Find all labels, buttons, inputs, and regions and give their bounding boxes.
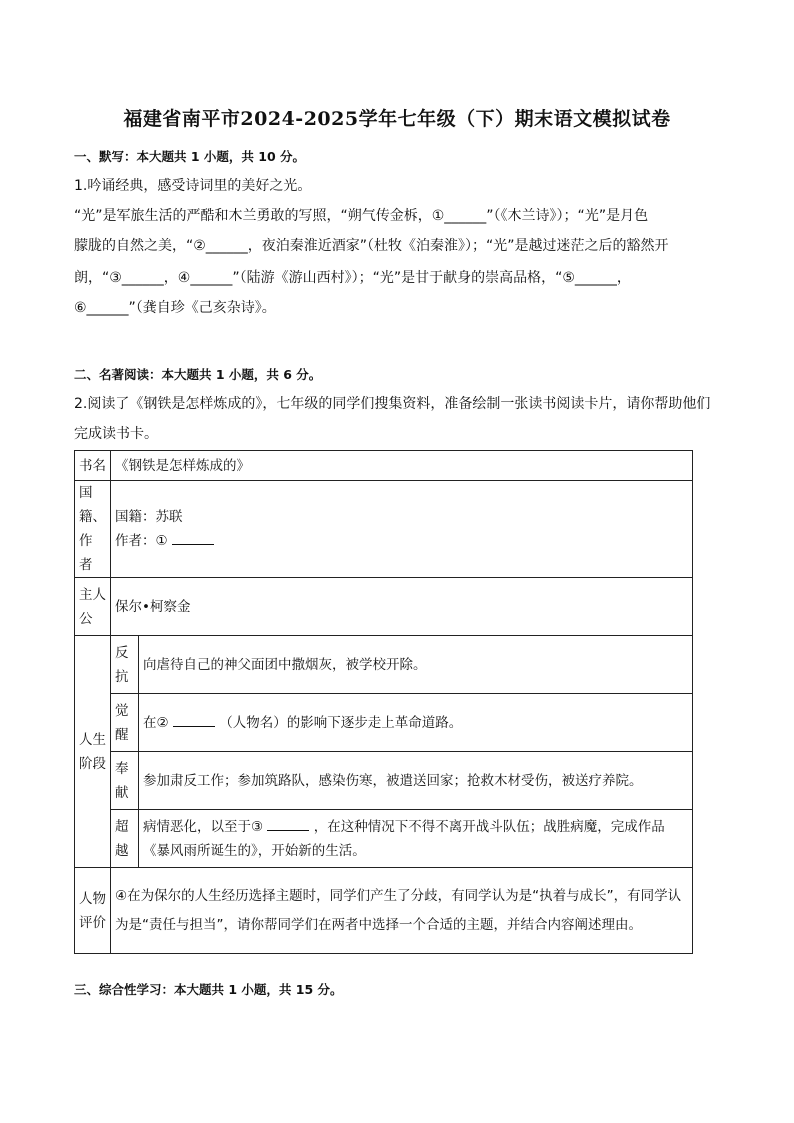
question-1-line-2: 朦胧的自然之美，“②______，夜泊秦淮近酒家”（杜牧《泊秦淮》）；“光”是越过迷茫之后的豁然开	[74, 238, 669, 254]
nation-cell	[111, 481, 693, 578]
eval-label-text: 人物评价	[79, 890, 106, 931]
author-value: 作者：①	[115, 533, 168, 549]
hero-label-text: 主人公	[79, 586, 106, 627]
stage-label-awaken: 觉醒	[111, 694, 139, 752]
stage-label-text: 人生阶段	[79, 731, 106, 772]
question-2-line-2: 完成读书卡。	[74, 426, 158, 442]
table-row	[75, 868, 693, 954]
section-2-heading: 二、名著阅读：本大题共 1 小题，共 6 分。	[74, 367, 322, 382]
book-label: 书名	[75, 451, 111, 481]
stage-label-surpass: 超越	[111, 810, 139, 868]
table-row	[75, 694, 693, 752]
author-blank[interactable]	[172, 530, 214, 545]
awaken-blank[interactable]	[173, 712, 215, 727]
stage-label-rebel: 反抗	[111, 636, 139, 694]
table-row	[75, 578, 693, 636]
stage-text-rebel: 向虐待自己的神父面团中撒烟灰，被学校开除。	[139, 636, 693, 694]
question-1-line-3: 朗，“③______，④______”（陆游《游山西村》）；“光”是甘于献身的崇高品格，“⑤______，	[74, 270, 631, 286]
table-row	[75, 752, 693, 810]
stage-text-devote: 参加肃反工作；参加筑路队，感染伤寒，被遣送回家；抢救木材受伤，被送疗养院。	[139, 752, 693, 810]
stage-text-awaken: 在② （人物名）的影响下逐步走上革命道路。	[139, 694, 693, 752]
question-1-line-1: “光”是军旅生活的严酷和木兰勇敢的写照，“朔气传金柝，①______”（《木兰诗》）；“光”是月色	[74, 208, 649, 224]
eval-text: ④在为保尔的人生经历选择主题时，同学们产生了分歧，有同学认为是“执着与成长”，有同学认为是“责任与担当”，请你帮同学们在两者中选择一个合适的主题，并结合内容阐述理由。	[111, 868, 693, 954]
question-2-line-1: 2.阅读了《钢铁是怎样炼成的》，七年级的同学们搜集资料，准备绘制一张读书阅读卡片，请你帮助他们	[74, 396, 711, 412]
question-1-intro: 1.吟诵经典，感受诗词里的美好之光。	[74, 178, 312, 194]
stage-text-surpass: 病情恶化，以至于③ ，在这种情况下不得不离开战斗队伍；战胜病魔，完成作品 《暴风雨所诞生的》，开始新的生活。	[139, 810, 693, 868]
hero-value: 保尔•柯察金	[111, 578, 693, 636]
author-line	[115, 529, 688, 553]
table-row	[75, 810, 693, 868]
nation-label-text: 国籍、作者	[79, 485, 106, 573]
table-row	[75, 636, 693, 694]
reading-card-table	[74, 450, 693, 954]
surpass-blank[interactable]	[267, 816, 309, 831]
stage-label	[75, 636, 111, 868]
question-1-line-4: ⑥______”（龚自珍《己亥杂诗》。	[74, 300, 276, 316]
page-title: 福建省南平市2024-2025学年七年级（下）期末语文模拟试卷	[123, 108, 671, 130]
nation-label	[75, 481, 111, 578]
section-1-heading: 一、默写：本大题共 1 小题，共 10 分。	[74, 149, 306, 164]
table-row	[75, 481, 693, 578]
stage-label-devote: 奉献	[111, 752, 139, 810]
book-value: 《钢铁是怎样炼成的》	[111, 451, 693, 481]
table-row	[75, 451, 693, 481]
section-3-heading: 三、综合性学习：本大题共 1 小题，共 15 分。	[74, 982, 343, 997]
nation-value: 国籍：苏联	[115, 509, 183, 525]
eval-label	[75, 868, 111, 954]
hero-label	[75, 578, 111, 636]
